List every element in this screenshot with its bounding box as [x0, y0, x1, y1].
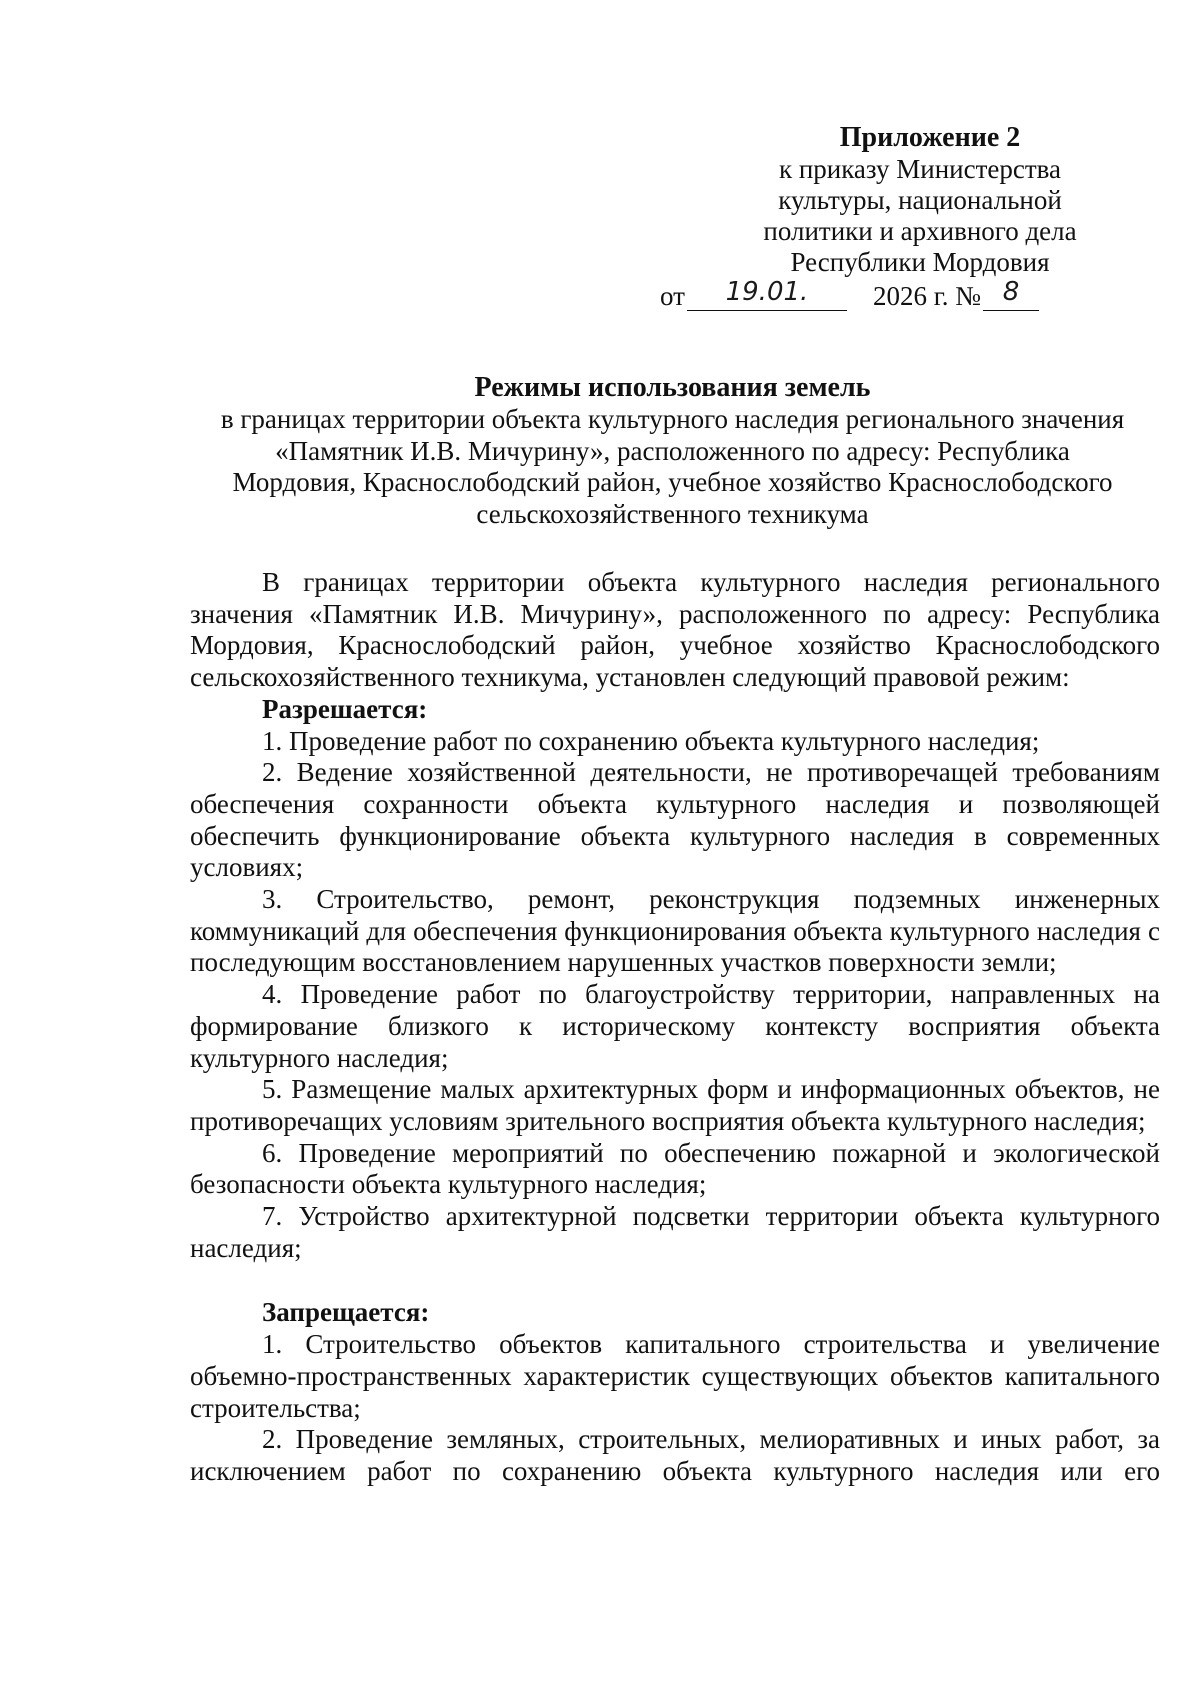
date-prefix: от — [660, 281, 685, 311]
allowed-item: 7. Устройство архитектурной подсветки территории объекта культурного наследия; — [190, 1201, 1160, 1263]
heading-line: в границах территории объекта культурного наследия регионального значения — [220, 404, 1125, 434]
section-gap — [190, 1264, 1160, 1297]
year-number-label: 2026 г. № — [872, 281, 981, 311]
allowed-heading: Разрешается: — [262, 693, 428, 724]
document-body — [190, 567, 1160, 1488]
allowed-item: 6. Проведение мероприятий по обеспечению пожарной и экологической безопасности объекта культурного наследия; — [190, 1137, 1160, 1200]
allowed-item: 1. Проведение работ по сохранению объекта культурного наследия; — [262, 725, 1040, 756]
handwritten-number: 8 — [1002, 277, 1020, 307]
number-blank — [983, 277, 1039, 311]
heading-line: Мордовия, Краснослободский район, учебное хозяйство Краснослободского — [232, 467, 1113, 497]
annex-line: политики и архивного дела — [763, 216, 1077, 246]
order-date-line — [660, 277, 1140, 311]
allowed-item: 5. Размещение малых архитектурных форм и информационных объектов, не противоречащих условиям зрительного восприятия объекта культурного наследия; — [190, 1074, 1160, 1136]
prohibited-item: 2. Проведение земляных, строительных, мелиоративных и иных работ, за исключением работ по сохранению объекта культурного наследия или его — [190, 1424, 1160, 1486]
heading-line: сельскохозяйственного техникума — [476, 498, 869, 529]
document-heading — [185, 372, 1160, 530]
annex-block — [660, 122, 1140, 311]
annex-title: Приложение 2 — [839, 122, 1021, 153]
prohibited-item: 1. Строительство объектов капитального строительства и увеличение объемно-пространственных характеристик существующих объектов капитального строительства; — [190, 1329, 1160, 1423]
annex-line: культуры, национальной — [778, 185, 1062, 215]
allowed-item: 2. Ведение хозяйственной деятельности, не противоречащей требованиям обеспечения сохранности объекта культурного наследия и позволяющей обеспечить функционирование объекта культурного наследия в современных условиях; — [190, 757, 1160, 883]
heading-title: Режимы использования земель — [474, 372, 871, 403]
prohibited-heading: Запрещается: — [262, 1297, 430, 1328]
heading-line: «Памятник И.В. Мичурину», расположенного по адресу: Республика — [275, 435, 1070, 466]
annex-line: к приказу Министерства — [778, 154, 1062, 184]
annex-line: Республики Мордовия — [790, 247, 1050, 277]
allowed-item: 4. Проведение работ по благоустройству территории, направленных на формирование близкого к историческому контексту восприятия объекта культурного наследия; — [190, 979, 1160, 1073]
intro-paragraph: В границах территории объекта культурного наследия регионального значения «Памятник И.В. Мичурину», расположенного по адресу: Республика Мордовия, Краснослободский район, учебное хозяйство Краснослободского сельскохозяйственного техникума, установлен следующий правовой режим: — [190, 567, 1160, 693]
date-blank — [687, 277, 847, 311]
handwritten-date: 19.01. — [725, 277, 809, 307]
allowed-item: 3. Строительство, ремонт, реконструкция подземных инженерных коммуникаций для обеспечения функционирования объекта культурного наследия с последующим восстановлением нарушенных участков поверхности земли; — [190, 884, 1160, 978]
